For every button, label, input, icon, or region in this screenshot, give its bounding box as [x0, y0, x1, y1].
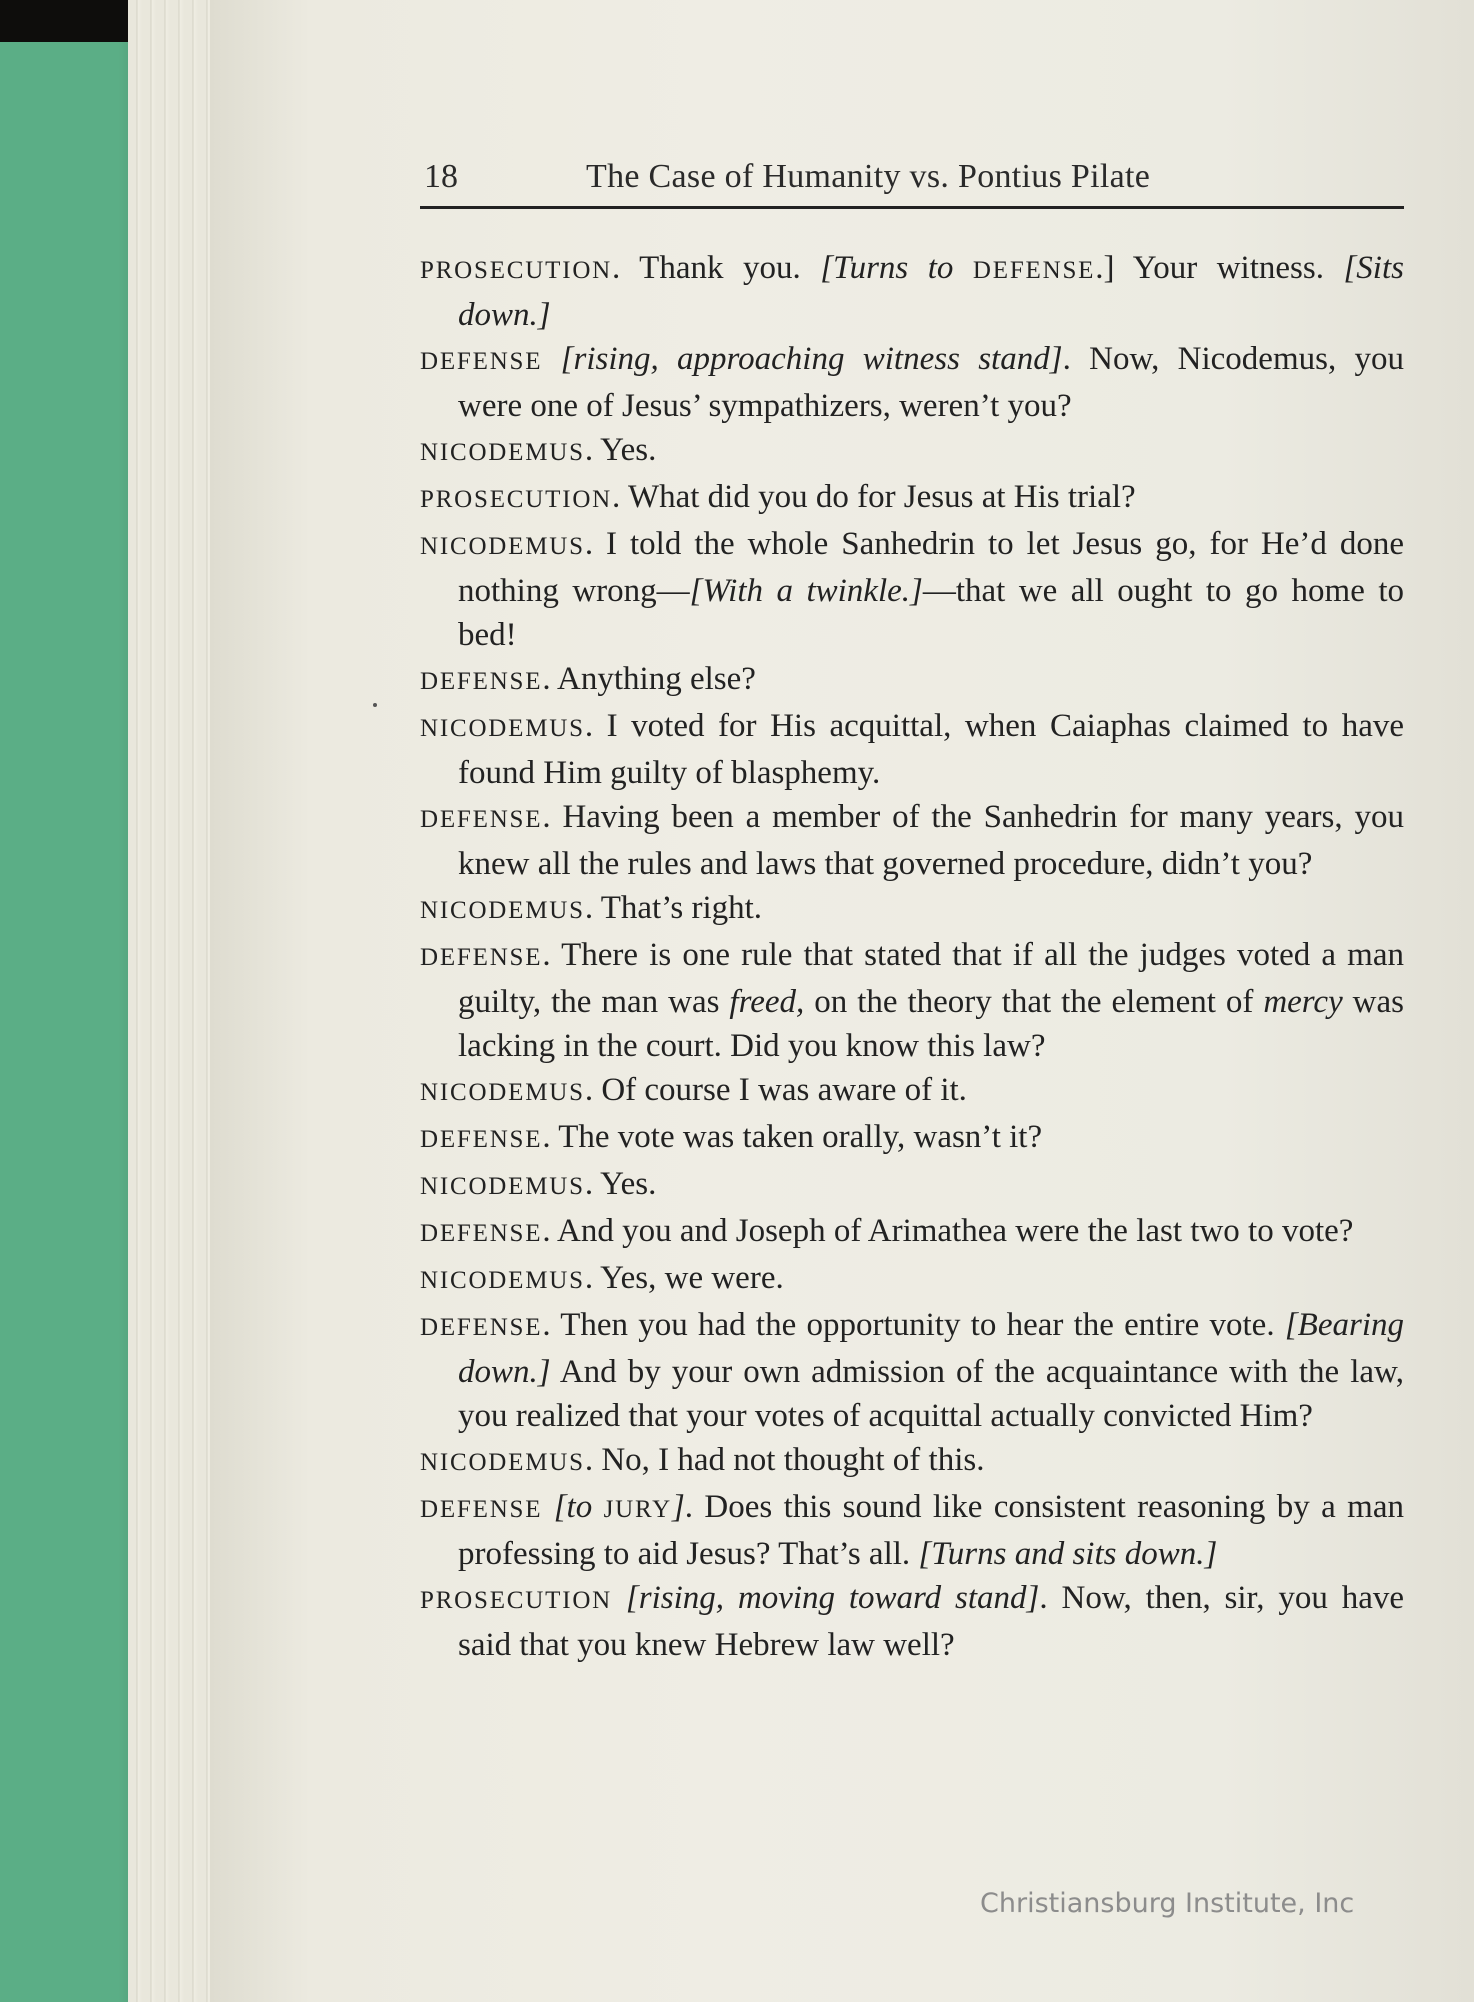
speaker-name: NICODEMUS [420, 1267, 585, 1294]
speaker-name: DEFENSE [420, 1126, 543, 1153]
dialogue-text-run: . I voted for His acquittal, when Caiaphas claimed to have found Him guilty of blasphemy. [458, 708, 1404, 791]
page-header [420, 152, 1404, 209]
dialogue-line [420, 657, 1404, 704]
dialogue-text-run: was lacking in the court. Did you know this law? [458, 984, 1405, 1064]
dialogue-text-run: —that we all ought to go home to bed! [458, 573, 1404, 653]
dialogue-text-run: . Does this sound like consistent reasoning by a man professing to aid Jesus? That’s all. [458, 1489, 1404, 1572]
dialogue-line [420, 428, 1404, 475]
dialogue-line [420, 1485, 1404, 1576]
dialogue-line [420, 1115, 1404, 1162]
dialogue-line [420, 475, 1404, 522]
speaker-name: NICODEMUS [420, 1449, 585, 1476]
dialogue-line [420, 1068, 1404, 1115]
stage-direction: JURY [603, 1496, 672, 1523]
speaker-name: PROSECUTION [420, 1587, 613, 1614]
speaker-name: DEFENSE [420, 944, 543, 971]
dialogue-line [420, 1256, 1404, 1303]
dialogue-line [420, 704, 1404, 795]
speaker-name: NICODEMUS [420, 1079, 585, 1106]
stage-direction: [Bearing down.] [458, 1307, 1404, 1390]
dialogue-text-run: And by your own admission of the acquaintance with the law, you realized that your votes of acquittal actually convicted Him? [458, 1354, 1404, 1434]
dialogue-text-run: . Anything else? [542, 661, 756, 697]
dialogue-text [420, 246, 1404, 1667]
dialogue-text-run [612, 1580, 626, 1616]
dialogue-line [420, 1209, 1404, 1256]
speaker-name: DEFENSE [420, 806, 543, 833]
speaker-name: NICODEMUS [420, 897, 585, 924]
margin-speck [373, 703, 377, 707]
dialogue-text-run: .] Your witness. [1095, 250, 1344, 286]
speaker-name: NICODEMUS [420, 1173, 585, 1200]
page-number: 18 [424, 158, 458, 195]
stage-direction: [rising, approaching witness stand] [560, 341, 1063, 377]
dialogue-line [420, 1438, 1404, 1485]
running-title: The Case of Humanity vs. Pontius Pilate [586, 158, 1151, 195]
dialogue-text-run: . I told the whole Sanhedrin to let Jesus go, for He’d done nothing wrong— [458, 526, 1404, 609]
speaker-name: PROSECUTION [420, 486, 613, 513]
stage-direction: [Turns to [820, 250, 973, 286]
dialogue-text-run: . No, I had not thought of this. [584, 1442, 985, 1478]
stage-direction: mercy [1263, 984, 1343, 1020]
dialogue-text-run: . That’s right. [584, 890, 763, 926]
dialogue-line [420, 337, 1404, 428]
dialogue-text-run: . Yes, we were. [584, 1260, 784, 1296]
speaker-name: DEFENSE [420, 1220, 543, 1247]
dialogue-text-run: . Yes. [584, 432, 657, 468]
speaker-name: NICODEMUS [420, 439, 585, 466]
dialogue-line [420, 1303, 1404, 1438]
dialogue-text-run [542, 341, 560, 377]
speaker-name: DEFENSE [420, 1314, 543, 1341]
dialogue-line [420, 1576, 1404, 1667]
dialogue-text-run [542, 1489, 553, 1525]
dialogue-text-run: . What did you do for Jesus at His trial? [612, 479, 1136, 515]
stage-direction: [rising, moving toward stand] [625, 1580, 1040, 1616]
dialogue-text-run: . There is one rule that stated that if all the judges voted a man guilty, the man was [458, 937, 1404, 1020]
stage-direction: [Turns and sits down.] [918, 1536, 1218, 1572]
speaker-name: DEFENSE [420, 348, 543, 375]
stage-direction: DEFENSE [972, 257, 1096, 284]
dialogue-text-run: . Now, then, sir, you have said that you knew Hebrew law well? [458, 1580, 1404, 1663]
dialogue-text-run: . Having been a member of the Sanhedrin for many years, you knew all the rules and laws that governed procedure, didn’t you? [458, 799, 1404, 882]
dialogue-line [420, 1162, 1404, 1209]
dialogue-text-run: . And you and Joseph of Arimathea were the last two to vote? [542, 1213, 1354, 1249]
dialogue-text-run: on the theory that the element of [804, 984, 1264, 1020]
speaker-name: NICODEMUS [420, 715, 585, 742]
stage-direction: freed, [729, 984, 805, 1020]
watermark: Christiansburg Institute, Inc [980, 1888, 1355, 1919]
stage-direction: [to [553, 1489, 604, 1525]
dialogue-line [420, 886, 1404, 933]
dialogue-text-run: . Then you had the opportunity to hear the entire vote. [542, 1307, 1285, 1343]
dialogue-text-run: . Now, Nicodemus, you were one of Jesus’ sympathizers, weren’t you? [458, 341, 1405, 424]
dialogue-text-run: . Of course I was aware of it. [584, 1072, 967, 1108]
stage-direction: [Sits down.] [458, 250, 1404, 333]
dialogue-text-run: . The vote was taken orally, wasn’t it? [542, 1119, 1043, 1155]
stage-direction: ] [671, 1489, 685, 1525]
dialogue-line [420, 522, 1404, 657]
dialogue-line [420, 246, 1404, 337]
stage-direction: [With a twinkle.] [689, 573, 923, 609]
speaker-name: PROSECUTION [420, 257, 613, 284]
speaker-name: DEFENSE [420, 668, 543, 695]
dialogue-line [420, 795, 1404, 886]
dialogue-line [420, 933, 1404, 1068]
dialogue-text-run: . Yes. [584, 1166, 657, 1202]
speaker-name: DEFENSE [420, 1496, 543, 1523]
dialogue-text-run: . Thank you. [612, 250, 821, 286]
speaker-name: NICODEMUS [420, 533, 585, 560]
